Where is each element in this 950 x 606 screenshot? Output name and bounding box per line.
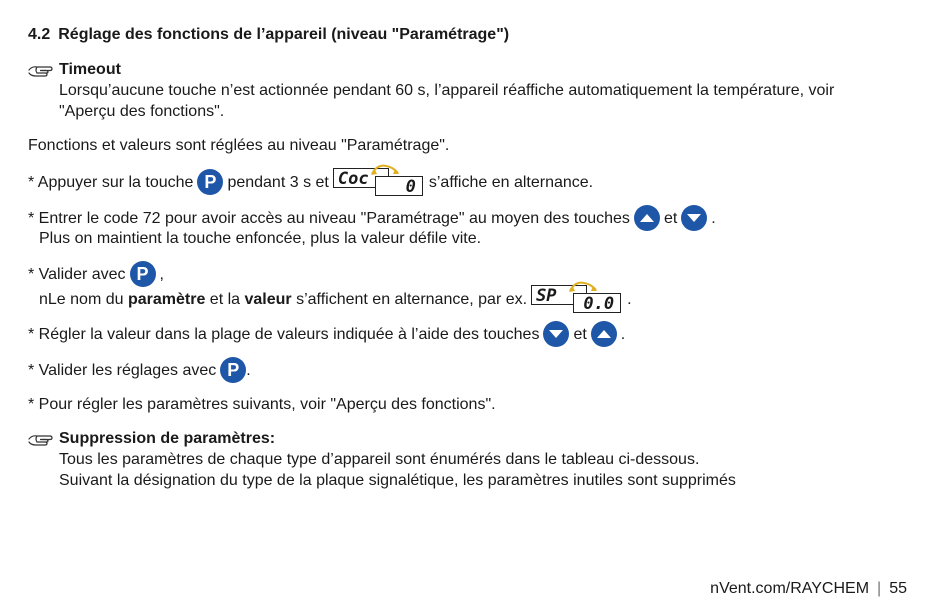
up-key-icon xyxy=(591,321,617,347)
step-next-parameters: * Pour régler les paramètres suivants, voir "Aperçu des fonctions". xyxy=(28,396,496,413)
section-number: 4.2 xyxy=(28,26,51,43)
step3-line2-c: et la xyxy=(209,290,241,308)
step4-end: . xyxy=(620,325,626,343)
step-press-p xyxy=(28,168,593,196)
display-outer-text: SP xyxy=(531,285,587,305)
step1-text-after: s’affiche en alternance. xyxy=(428,173,594,191)
step4-text-before: * Régler la valeur dans la plage de valeurs indiquée à l’aide des touches xyxy=(28,325,540,343)
display-outer-text: Coc xyxy=(333,168,389,188)
step4-and: et xyxy=(573,325,587,343)
timeout-text-line2: "Aperçu des fonctions". xyxy=(59,103,225,120)
suppression-title: Suppression de paramètres: xyxy=(59,430,276,447)
footer-site: nVent.com/RAYCHEM xyxy=(710,580,870,597)
suppression-line2: Suivant la désignation du type de la plaque signalétique, les paramètres inutiles sont supprimés xyxy=(59,472,736,489)
page-footer xyxy=(710,580,907,598)
timeout-title: Timeout xyxy=(59,61,121,78)
step-validate-settings xyxy=(28,357,251,383)
page-number: 55 xyxy=(889,580,907,597)
display-coc-icon xyxy=(333,168,425,196)
step3-line2-e: s’affichent en alternance, par ex. xyxy=(296,290,528,308)
display-inner-text: 0 xyxy=(375,176,423,196)
step5-text-before: * Valider les réglages avec xyxy=(28,361,217,379)
p-key-icon: P xyxy=(197,169,223,195)
pointing-hand-icon xyxy=(28,431,54,447)
step3-line2-d: valeur xyxy=(244,290,292,308)
display-sp-icon xyxy=(531,285,623,313)
step2-and: et xyxy=(663,209,678,227)
step3-comma: , xyxy=(159,265,164,283)
step-set-value xyxy=(28,321,625,347)
pointing-hand-icon xyxy=(28,62,54,78)
display-inner-text: 0.0 xyxy=(573,293,621,313)
step5-end: . xyxy=(246,361,251,379)
suppression-note xyxy=(28,428,928,491)
swap-arrow-icon xyxy=(369,162,401,176)
step3-end: . xyxy=(627,290,632,308)
swap-arrow-icon xyxy=(567,279,599,293)
step-validate xyxy=(28,261,632,313)
step2-text-before: * Entrer le code 72 pour avoir accès au niveau "Paramétrage" au moyen des touches xyxy=(28,209,630,227)
p-key-icon: P xyxy=(220,357,246,383)
p-key-icon: P xyxy=(130,261,156,287)
step1-text-middle: pendant 3 s et xyxy=(227,173,329,191)
step2-end: . xyxy=(711,209,716,227)
footer-separator: | xyxy=(877,580,882,597)
step3-line2-b: paramètre xyxy=(127,290,206,308)
intro-text: Fonctions et valeurs sont réglées au niveau "Paramétrage". xyxy=(28,137,450,154)
step1-text-before: * Appuyer sur la touche xyxy=(28,173,194,191)
section-heading xyxy=(28,24,509,45)
step3-text-before: * Valider avec xyxy=(28,265,126,283)
step-enter-code xyxy=(28,205,716,249)
suppression-line1: Tous les paramètres de chaque type d’appareil sont énumérés dans le tableau ci-dessous. xyxy=(59,451,700,468)
step3-line2-a: nLe nom du xyxy=(39,290,124,308)
step2-line2: Plus on maintient la touche enfoncée, plus la valeur défile vite. xyxy=(39,230,482,247)
down-key-icon xyxy=(543,321,569,347)
section-title: Réglage des fonctions de l’appareil (niveau "Paramétrage") xyxy=(58,26,510,43)
up-key-icon xyxy=(634,205,660,231)
timeout-text-line1: Lorsqu’aucune touche n’est actionnée pendant 60 s, l’appareil réaffiche automatiquement la température, voir xyxy=(59,82,835,99)
timeout-note xyxy=(28,59,928,122)
